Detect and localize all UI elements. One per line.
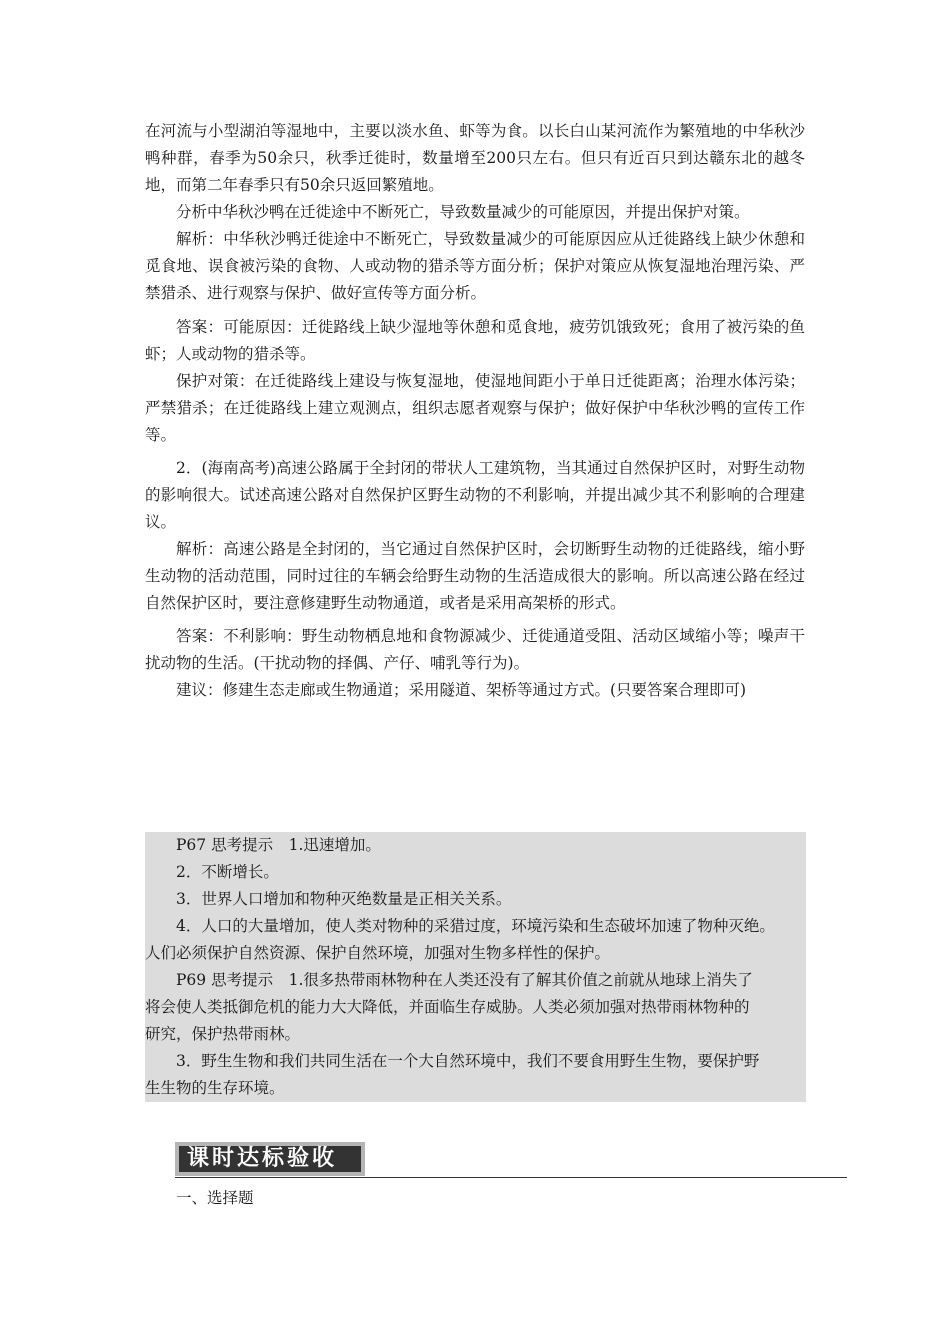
section-banner: [175, 1142, 365, 1176]
paragraph-suggestion: 建议：修建生态走廊或生物通道；采用隧道、架桥等通过方式。(只要答案合理即可): [176, 681, 747, 699]
hint-line: 研究，保护热带雨林。: [145, 1025, 301, 1043]
paragraph-analysis-1: 解析：中华秋沙鸭迁徙途中不断死亡，导致数量减少的可能原因应从迁徙路线上缺少休憩和觅食地、误食被污染的食物、人或动物的猎杀等方面分析；保护对策应从恢复湿地治理污染、严禁猎杀、进行观察与保护、做好宣传等方面分析。: [145, 230, 805, 302]
hint-line: 4．人口的大量增加，使人类对物种的采猎过度，环境污染和生态破坏加速了物种灭绝。: [176, 917, 775, 935]
hint-line: 3．世界人口增加和物种灭绝数量是正相关关系。: [176, 890, 512, 908]
hint-line: 将会使人类抵御危机的能力大大降低，并面临生存威胁。人类必须加强对热带雨林物种的: [145, 998, 750, 1016]
hint-line: P69 思考提示 1.很多热带雨林物种在人类还没有了解其价值之前就从地球上消失了: [176, 971, 753, 989]
hint-line: P67 思考提示 1.迅速增加。: [176, 836, 381, 854]
paragraph-protection: 保护对策：在迁徙路线上建设与恢复湿地，使湿地间距小于单日迁徙距离；治理水体污染；严禁猎杀；在迁徙路线上建立观测点，组织志愿者观察与保护；做好保护中华秋沙鸭的宣传工作等。: [145, 372, 805, 444]
paragraph-question-1: 分析中华秋沙鸭在迁徙途中不断死亡，导致数量减少的可能原因，并提出保护对策。: [176, 203, 750, 221]
hint-line: 生生物的生存环境。: [145, 1079, 285, 1097]
section-heading: 一、选择题: [176, 1189, 254, 1207]
section-banner-title: 课时达标验收: [179, 1146, 361, 1172]
section-rule: [175, 1177, 847, 1178]
hint-line: 人们必须保护自然资源、保护自然环境，加强对生物多样性的保护。: [145, 944, 611, 962]
paragraph-intro: 在河流与小型湖泊等湿地中，主要以淡水鱼、虾等为食。以长白山某河流作为繁殖地的中华秋沙鸭种群，春季为50余只，秋季迁徙时，数量增至200只左右。但只有近百只到达赣东北的越冬地，而第二年春季只有50余只返回繁殖地。: [145, 122, 805, 194]
paragraph-analysis-2: 解析：高速公路是全封闭的，当它通过自然保护区时，会切断野生动物的迁徙路线，缩小野生动物的活动范围，同时过往的车辆会给野生动物的生活造成很大的影响。所以高速公路在经过自然保护区时，要注意修建野生动物通道，或者是采用高架桥的形式。: [145, 540, 805, 612]
paragraph-answer-1: 答案：可能原因：迁徙路线上缺少湿地等休憩和觅食地，疲劳饥饿致死；食用了被污染的鱼虾；人或动物的猎杀等。: [145, 318, 805, 363]
hint-line: 3．野生生物和我们共同生活在一个大自然环境中，我们不要食用野生生物，要保护野: [176, 1052, 760, 1070]
paragraph-question-2: 2．(海南高考)高速公路属于全封闭的带状人工建筑物，当其通过自然保护区时，对野生动物的影响很大。试述高速公路对自然保护区野生动物的不利影响，并提出减少其不利影响的合理建议。: [145, 459, 805, 531]
hint-line: 2．不断增长。: [176, 863, 279, 881]
paragraph-answer-2: 答案：不利影响：野生动物栖息地和食物源减少、迁徙通道受阻、活动区域缩小等；噪声干扰动物的生活。(干扰动物的择偶、产仔、哺乳等行为)。: [145, 627, 805, 672]
